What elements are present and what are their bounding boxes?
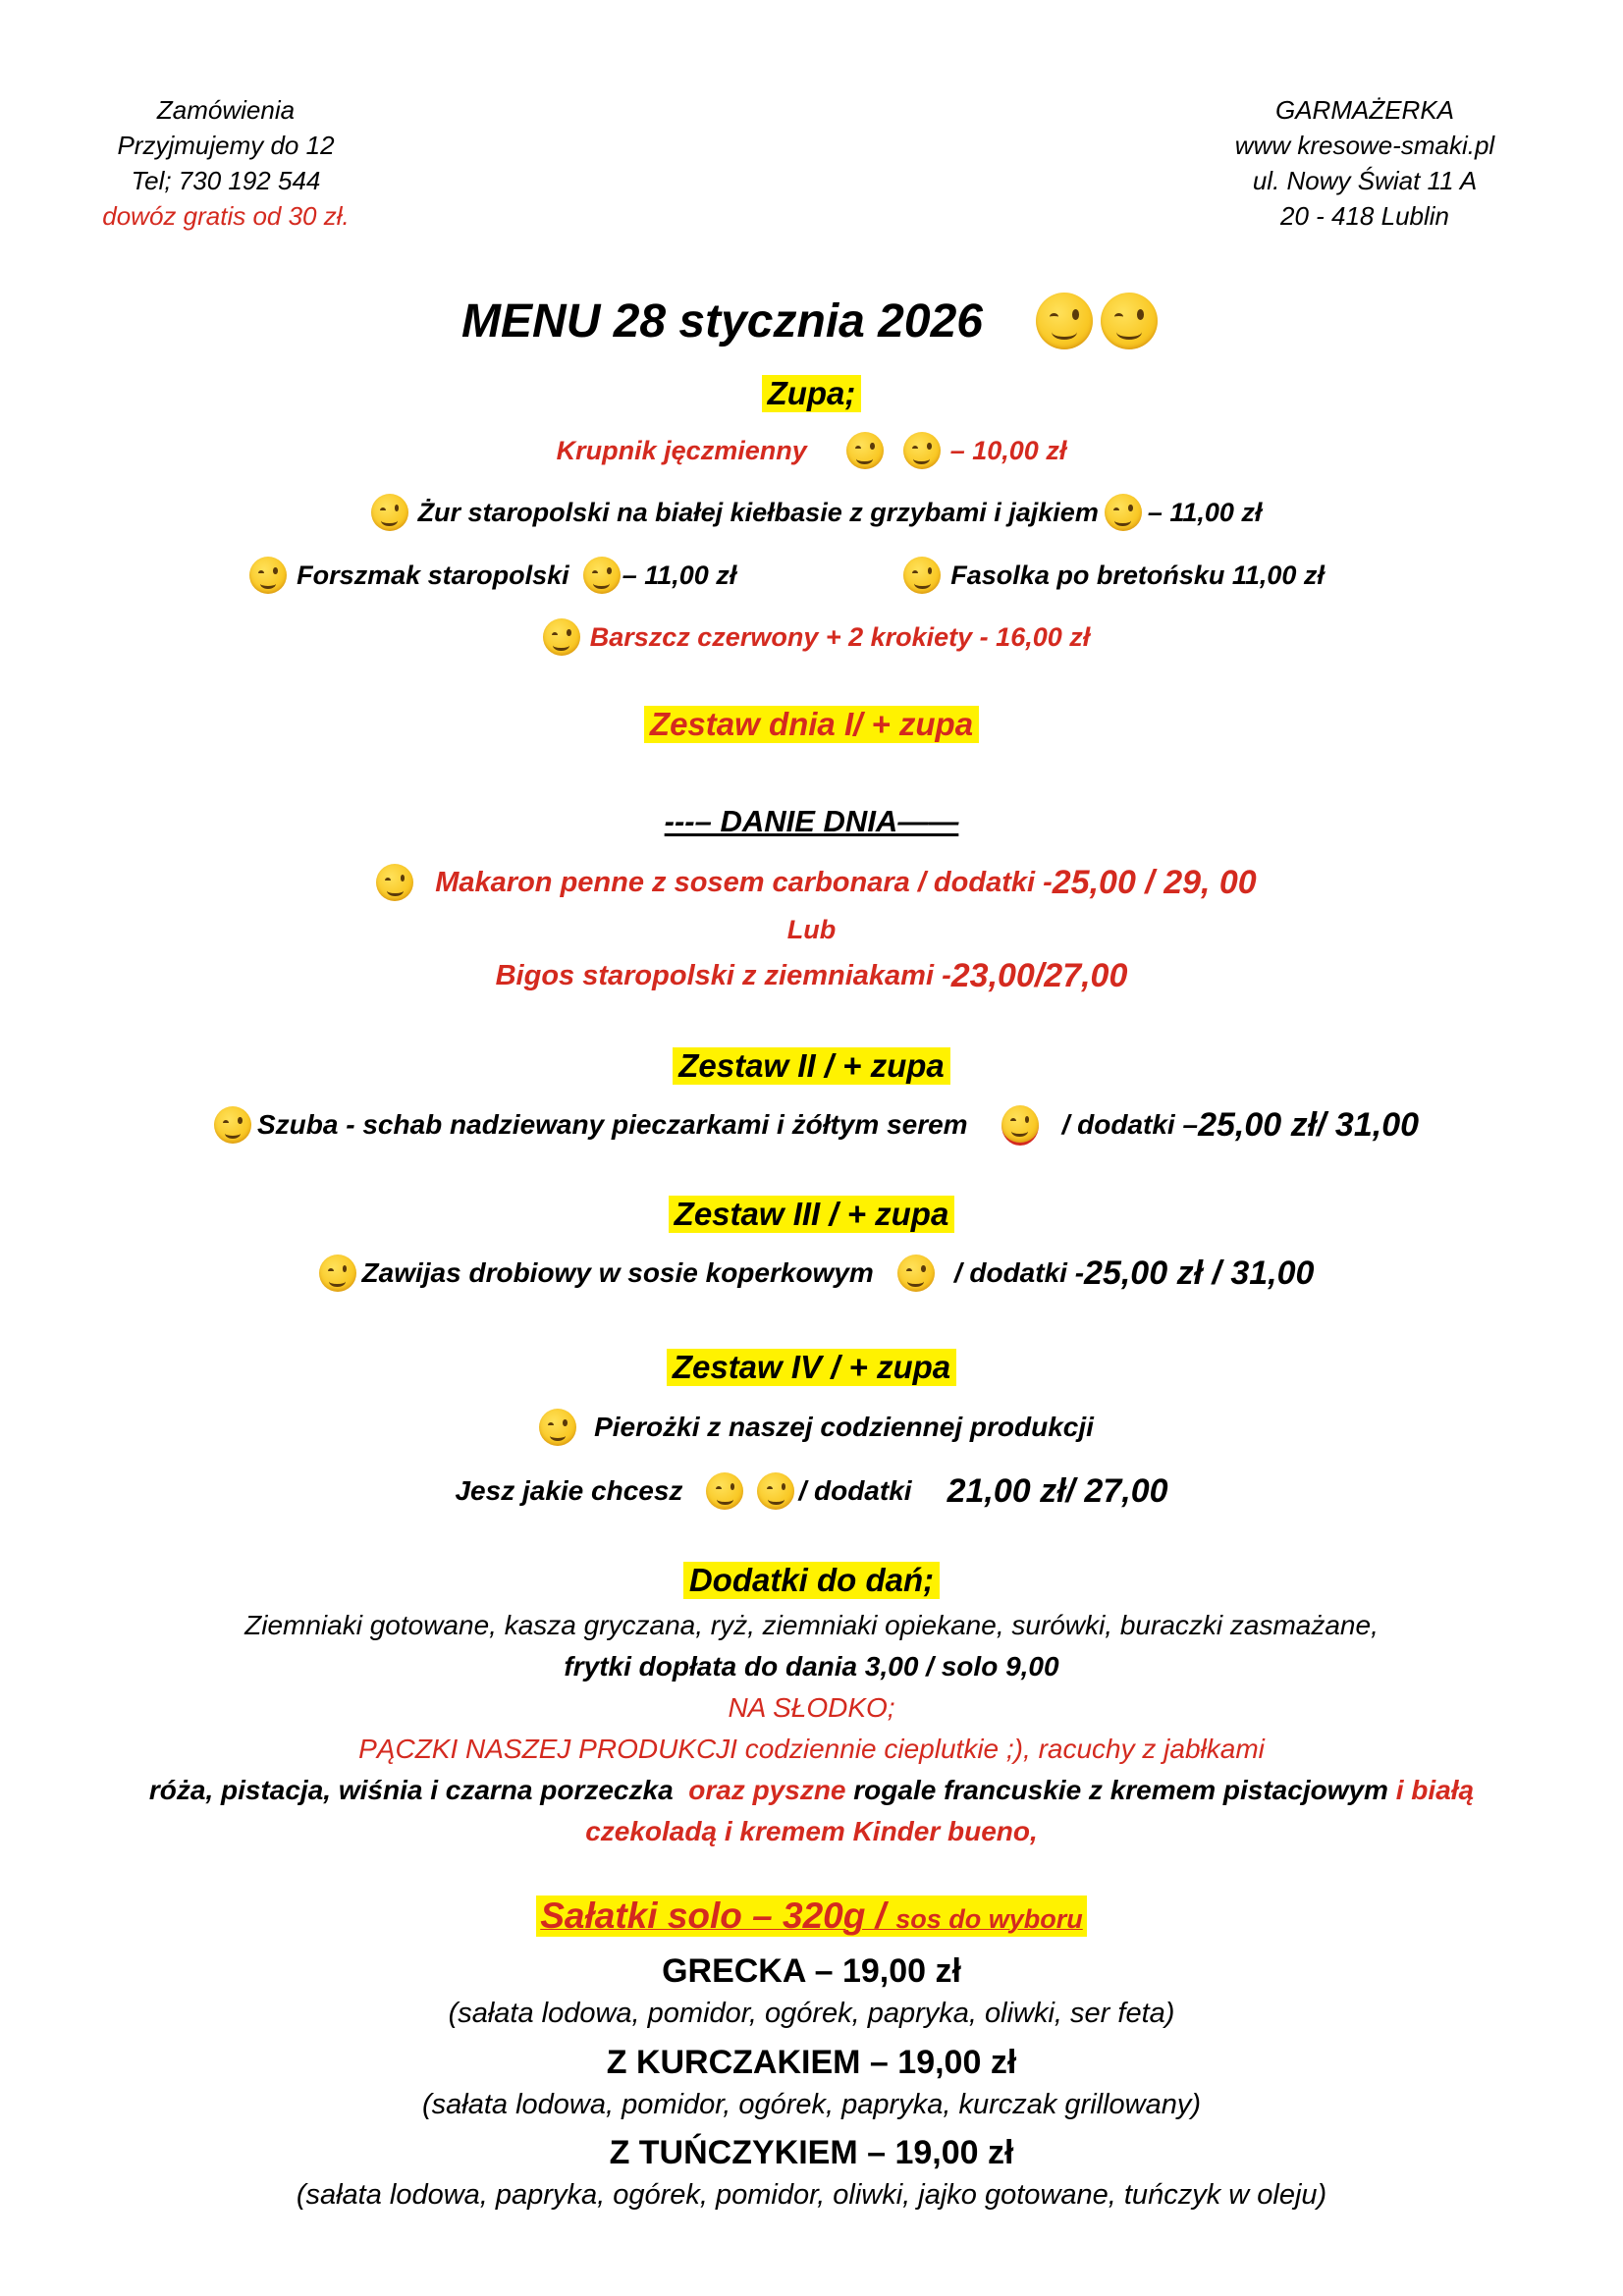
zawijas-row <box>0 1252 1623 1295</box>
krupnik-name: Krupnik jęczmienny <box>556 435 807 465</box>
winking-face-icon <box>757 1472 794 1510</box>
bigos-row <box>0 954 1623 997</box>
barszcz-row <box>0 615 1623 659</box>
sweet-line2-row <box>0 1771 1623 1810</box>
sweet-line2-b: oraz pyszne <box>673 1775 854 1805</box>
winking-face-icon <box>371 494 408 531</box>
winking-face-icon <box>319 1255 356 1292</box>
forszmak-name: Forszmak staropolski <box>297 560 569 590</box>
order-hours: Przyjmujemy do 12 <box>117 131 335 160</box>
szuba-price: 25,00 zł/ 31,00 <box>1198 1105 1420 1144</box>
winking-face-icon <box>1036 293 1093 349</box>
greek-salad-desc: (sałata lodowa, pomidor, ogórek, papryka, oliwki, ser feta) <box>448 1997 1175 2029</box>
pierozki-row <box>0 1406 1623 1449</box>
jesz-tail: / dodatki <box>798 1475 912 1506</box>
szuba-name: Szuba - schab nadziewany pieczarkami i żółtym serem <box>256 1109 968 1140</box>
menu-title: MENU 28 stycznia 2026 <box>461 294 983 347</box>
szuba-tail: / dodatki – <box>1061 1109 1199 1140</box>
set1-heading-row <box>0 698 1623 751</box>
winking-face-icon <box>376 864 413 901</box>
salads-heading-row <box>0 1889 1623 1944</box>
sweet-heading: NA SŁODKO; <box>728 1692 895 1723</box>
winking-face-icon <box>897 1255 935 1292</box>
chicken-salad-desc: (sałata lodowa, pomidor, ogórek, papryka, kurczak grillowany) <box>421 2088 1202 2120</box>
set2-heading-row <box>0 1040 1623 1093</box>
lub-text: Lub <box>786 914 837 944</box>
zur-price: – 11,00 zł <box>1147 497 1263 527</box>
zur-name: Żur staropolski na białej kiełbasie z grzybami i jajkiem <box>417 497 1099 527</box>
winking-face-icon <box>903 432 941 469</box>
danie-dnia-row <box>0 795 1623 848</box>
tuna-salad: Z TUŃCZYKIEM – 19,00 zł <box>609 2133 1014 2171</box>
danie-dnia-heading: ---– DANIE DNIA—— <box>664 804 959 838</box>
zawijas-price: 25,00 zł / 31,00 <box>1084 1254 1315 1292</box>
krupnik-row <box>0 429 1623 472</box>
szuba-row <box>0 1103 1623 1147</box>
shop-street: ul. Nowy Świat 11 A <box>1252 166 1478 195</box>
jesz-price: 21,00 zł/ 27,00 <box>947 1471 1168 1510</box>
lub-row <box>0 908 1623 951</box>
greek-row <box>0 1948 1623 1995</box>
winking-face-icon <box>706 1472 743 1510</box>
extras-heading: Dodatki do dań; <box>683 1562 940 1599</box>
tuna-row <box>0 2129 1623 2176</box>
forszmak-price: – 11,00 zł <box>622 560 737 590</box>
winking-face-icon <box>539 1409 576 1446</box>
chicken-salad: Z KURCZAKIEM – 19,00 zł <box>606 2043 1017 2081</box>
salads-heading-small: sos do wyboru <box>895 1904 1083 1934</box>
greek-desc-row <box>0 1993 1623 2034</box>
fasolka-item: Fasolka po bretońsku 11,00 zł <box>950 560 1325 590</box>
set3-heading-row <box>0 1188 1623 1241</box>
zawijas-tail: / dodatki - <box>953 1257 1085 1288</box>
set4-heading-row <box>0 1341 1623 1394</box>
set4-heading: Zestaw IV / + zupa <box>667 1349 956 1386</box>
zawijas-name: Zawijas drobiowy w sosie koperkowym <box>361 1257 874 1288</box>
extras-line1: Ziemniaki gotowane, kasza gryczana, ryż, ziemniaki opiekane, surówki, buraczki zasmażane, <box>244 1610 1379 1640</box>
sweet-line3-row <box>0 1812 1623 1851</box>
shop-website: www kresowe-smaki.pl <box>1234 131 1495 160</box>
barszcz-item: Barszcz czerwony + 2 krokiety - 16,00 zł <box>589 621 1091 652</box>
tuna-salad-desc: (sałata lodowa, papryka, ogórek, pomidor, oliwki, jajko gotowane, tuńczyk w oleju) <box>296 2178 1327 2211</box>
menu-title-row <box>0 287 1623 355</box>
bigos-price: 23,00/27,00 <box>950 956 1128 994</box>
extras-line2: frytki dopłata do dania 3,00 / solo 9,00 <box>564 1651 1059 1682</box>
sweet-heading-row <box>0 1688 1623 1728</box>
set3-heading: Zestaw III / + zupa <box>669 1196 955 1233</box>
krupnik-price: – 10,00 zł <box>949 435 1067 465</box>
set2-heading: Zestaw II / + zupa <box>673 1047 950 1085</box>
salads-heading: Sałatki solo – 320g / <box>540 1896 896 1936</box>
extras-line1-row <box>0 1606 1623 1645</box>
winking-face-icon <box>214 1106 251 1144</box>
bigos-name: Bigos staropolski z ziemniakami - <box>495 959 951 991</box>
sweet-line2-c: rogale francuskie z kremem pistacjowym <box>853 1775 1388 1805</box>
greek-salad: GRECKA – 19,00 zł <box>662 1951 961 1990</box>
jesz-row <box>0 1469 1623 1513</box>
soup-heading: Zupa; <box>762 375 862 412</box>
makaron-price: 25,00 / 29, 00 <box>1052 863 1257 901</box>
sweet-line3: czekoladą i kremem Kinder bueno, <box>585 1816 1038 1846</box>
sweet-line2-d: i białą <box>1387 1775 1475 1805</box>
pierozki-name: Pierożki z naszej codziennej produkcji <box>594 1412 1094 1442</box>
winking-face-icon <box>846 432 884 469</box>
sweet-line1-row <box>0 1730 1623 1769</box>
zur-row <box>0 491 1623 534</box>
jesz-name: Jesz jakie chcesz <box>455 1475 683 1506</box>
makaron-name: Makaron penne z sosem carbonara / dodatki - <box>435 866 1053 898</box>
delivery-note: dowóz gratis od 30 zł. <box>102 201 350 231</box>
shop-info <box>1159 92 1571 234</box>
set1-heading: Zestaw dnia I/ + zupa <box>644 706 979 743</box>
shop-name: GARMAŻERKA <box>1274 95 1455 125</box>
winking-face-icon <box>583 557 621 594</box>
extras-line2-row <box>0 1647 1623 1686</box>
winking-face-icon <box>543 618 580 656</box>
winking-face-icon <box>1001 1105 1039 1146</box>
soup-heading-row <box>0 367 1623 420</box>
winking-face-icon <box>1105 494 1142 531</box>
winking-face-icon <box>903 557 941 594</box>
order-label: Zamówienia <box>156 95 296 125</box>
chicken-desc-row <box>0 2084 1623 2125</box>
extras-heading-row <box>0 1554 1623 1607</box>
chicken-row <box>0 2039 1623 2086</box>
winking-face-icon <box>1101 293 1158 349</box>
winking-face-icon <box>249 557 287 594</box>
sweet-line1: PĄCZKI NASZEJ PRODUKCJI codziennie cieplutkie ;), racuchy z jabłkami <box>358 1734 1265 1764</box>
salads-heading-box <box>536 1896 1086 1937</box>
order-phone: Tel; 730 192 544 <box>131 166 321 195</box>
order-info <box>39 92 412 234</box>
forszmak-fasolka-row <box>0 554 1594 597</box>
sweet-line2-a: róża, pistacja, wiśnia i czarna porzeczka <box>148 1775 674 1805</box>
makaron-row <box>0 861 1623 904</box>
shop-city: 20 - 418 Lublin <box>1279 201 1450 231</box>
tuna-desc-row <box>0 2174 1623 2216</box>
